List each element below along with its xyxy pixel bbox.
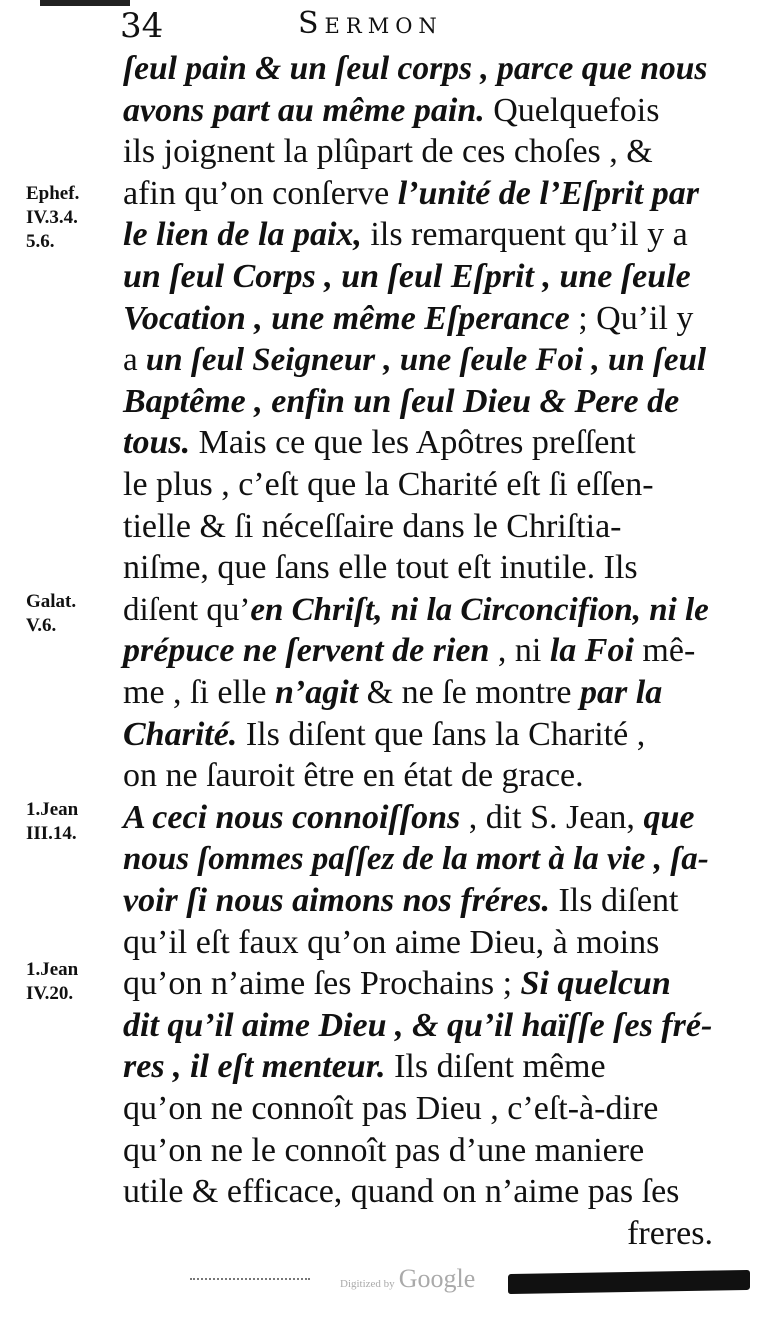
margin-note-ephesians: Ephef. IV.3.4. 5.6. bbox=[26, 183, 80, 252]
text-line bbox=[123, 838, 713, 880]
google-wordmark: Google bbox=[398, 1264, 476, 1293]
text-line bbox=[123, 589, 713, 631]
italic-segment: Charité. bbox=[123, 715, 238, 753]
text-line bbox=[123, 506, 713, 548]
text-line bbox=[123, 1046, 713, 1088]
text-line bbox=[123, 422, 713, 464]
text-line bbox=[123, 1088, 713, 1130]
text-line bbox=[123, 714, 713, 756]
roman-segment: qu’on ne connoît pas Dieu , c’eſt-à-dire bbox=[123, 1090, 659, 1127]
roman-segment: afin qu’on conſerve bbox=[123, 174, 398, 212]
running-head: Sermon bbox=[298, 6, 443, 41]
roman-segment: Ils diſent que ſans la Charité , bbox=[237, 715, 646, 753]
italic-segment: que bbox=[643, 798, 695, 836]
footer-dots bbox=[190, 1278, 310, 1284]
italic-segment: avons part au même pain. bbox=[123, 91, 485, 129]
italic-segment: Si quelcun bbox=[520, 965, 671, 1003]
italic-segment: prépuce ne ſervent de rien bbox=[123, 632, 490, 670]
italic-segment: Baptême , enfin un ſeul Dieu & Pere de bbox=[123, 382, 680, 420]
margin-note-1jean-4: 1.Jean IV.20. bbox=[26, 959, 79, 1004]
italic-segment: ſeul pain & un ſeul corps , parce que nous bbox=[123, 50, 708, 87]
roman-segment: Quelquefois bbox=[484, 91, 660, 129]
roman-segment: & ne ſe montre bbox=[358, 674, 581, 711]
roman-segment: ; Qu’il y bbox=[569, 299, 694, 337]
italic-segment: en Chriſt, ni la Circoncifion, ni le bbox=[250, 591, 709, 628]
roman-segment: qu’on ne le connoît pas d’une maniere bbox=[123, 1131, 645, 1169]
italic-segment: A ceci nous connoiſſons bbox=[123, 798, 461, 836]
text-line bbox=[123, 131, 713, 173]
roman-segment: mê- bbox=[633, 632, 696, 670]
text-line bbox=[123, 1130, 713, 1172]
roman-segment: ils remarquent qu’il y a bbox=[361, 216, 688, 254]
text-line bbox=[123, 880, 713, 922]
text-line bbox=[123, 755, 713, 797]
digitized-by-google-watermark bbox=[340, 1264, 475, 1294]
text-line bbox=[123, 547, 713, 589]
italic-segment: tous. bbox=[123, 424, 191, 462]
text-line bbox=[123, 298, 713, 340]
text-line bbox=[123, 963, 713, 1005]
italic-segment: n’agit bbox=[275, 674, 359, 711]
italic-segment: un ſeul Seigneur , une ſeule Foi , un ſeul bbox=[145, 342, 707, 379]
roman-segment: niſme, que ſans elle tout eſt inutile. Ils bbox=[123, 549, 638, 587]
roman-segment: Ils diſent même bbox=[385, 1048, 606, 1086]
roman-segment: diſent qu’ bbox=[123, 591, 251, 628]
roman-segment: me , ſi elle bbox=[123, 674, 276, 711]
italic-segment: nous ſommes paſſez de la mort à la vie , ſa- bbox=[123, 841, 709, 878]
italic-segment: voir ſi nous aimons nos fréres. bbox=[123, 882, 550, 919]
page-number: 34 bbox=[120, 6, 164, 46]
italic-segment: Vocation , une même Eſperance bbox=[123, 299, 570, 337]
roman-segment: Mais ce que les Apôtres preſſent bbox=[190, 424, 636, 462]
text-line bbox=[123, 922, 713, 964]
roman-segment: qu’il eſt faux qu’on aime Dieu, à moins bbox=[123, 923, 660, 961]
text-line bbox=[123, 797, 713, 839]
roman-segment: qu’on n’aime ſes Prochains ; bbox=[123, 965, 521, 1003]
text-line bbox=[123, 173, 713, 215]
roman-segment: utile & efficace, quand on n’aime pas ſes bbox=[123, 1173, 680, 1211]
text-line bbox=[123, 1171, 713, 1213]
roman-segment: ils joignent la plûpart de ces choſes , & bbox=[123, 133, 653, 171]
roman-segment: , ni bbox=[489, 632, 550, 670]
roman-segment: tielle & ſi néceſſaire dans le Chriſtia- bbox=[123, 507, 622, 545]
text-line bbox=[123, 90, 713, 132]
text-line bbox=[123, 630, 713, 672]
text-line bbox=[123, 48, 713, 90]
text-line bbox=[123, 339, 713, 381]
italic-segment: dit qu’il aime Dieu , & qu’il haïſſe ſes fré- bbox=[123, 1006, 713, 1044]
roman-segment: , dit S. Jean, bbox=[460, 798, 644, 836]
roman-segment: freres. bbox=[627, 1214, 713, 1252]
text-line bbox=[123, 672, 713, 714]
text-line bbox=[123, 214, 713, 256]
italic-segment: par la bbox=[580, 674, 663, 711]
italic-segment: un ſeul Corps , un ſeul Eſprit , une ſeule bbox=[123, 258, 691, 295]
margin-note-1jean-3: 1.Jean III.14. bbox=[26, 799, 79, 844]
text-line bbox=[123, 1213, 713, 1255]
text-line bbox=[123, 381, 713, 423]
text-line bbox=[123, 1005, 713, 1047]
roman-segment: Ils diſent bbox=[549, 882, 679, 919]
margin-note-galatians: Galat. V.6. bbox=[26, 591, 77, 636]
digitized-prefix: Digitized by bbox=[340, 1278, 395, 1290]
italic-segment: l’unité de l’Eſprit par bbox=[397, 174, 700, 212]
scan-artifact-bar bbox=[508, 1270, 750, 1294]
roman-segment: le plus , c’eſt que la Charité eſt ſi eſſen- bbox=[123, 466, 654, 503]
header-rule bbox=[40, 0, 130, 6]
italic-segment: la Foi bbox=[549, 632, 634, 670]
text-line bbox=[123, 256, 713, 298]
italic-segment: res , il eſt menteur. bbox=[123, 1048, 386, 1086]
roman-segment: on ne ſauroit être en état de grace. bbox=[123, 757, 584, 795]
italic-segment: le lien de la paix, bbox=[123, 216, 362, 254]
text-line bbox=[123, 464, 713, 506]
roman-segment: a bbox=[123, 342, 146, 379]
